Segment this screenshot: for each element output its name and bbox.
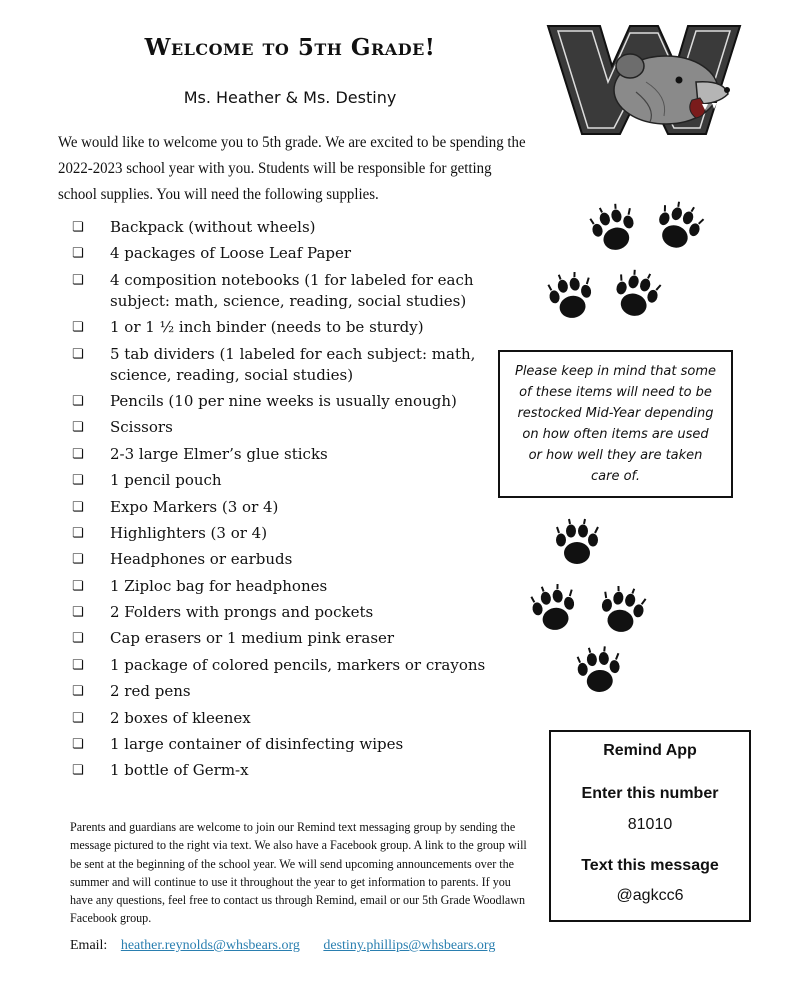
checkbox-icon: ❏	[72, 473, 84, 489]
checkbox-icon: ❏	[72, 499, 84, 515]
checkbox-icon: ❏	[72, 272, 84, 288]
supply-item	[72, 444, 512, 465]
supply-item-text: 1 package of colored pencils, markers or crayons	[110, 655, 486, 674]
supply-item	[72, 576, 512, 597]
checkbox-icon: ❏	[72, 605, 84, 621]
remind-app-box	[549, 730, 751, 922]
checkbox-icon: ❏	[72, 246, 84, 262]
school-logo	[546, 22, 742, 138]
paw-print-icon	[592, 582, 652, 642]
supply-item-text: Pencils (10 per nine weeks is usually enough)	[110, 391, 457, 410]
supply-item	[72, 217, 512, 238]
supply-item	[72, 734, 512, 755]
supply-item-text: Headphones or earbuds	[110, 550, 293, 569]
supply-list	[72, 217, 512, 787]
intro-paragraph: We would like to welcome you to 5th grade. We are excited to be spending the 2022-2023 school year with you. Students will be responsible for getting school supplies. You will need the following supplies.	[58, 134, 526, 203]
supply-item	[72, 760, 512, 781]
page-title: Welcome to 5th Grade!	[144, 34, 436, 61]
supply-item-text: 2 boxes of kleenex	[110, 708, 251, 727]
remind-message: @agkcc6	[616, 887, 684, 904]
checkbox-icon: ❏	[72, 737, 84, 753]
restock-note-text: Please keep in mind that some of these items will need to be restocked Mid-Year depending on how often items are used or how well they are taken care of.	[514, 364, 717, 484]
w-bear-logo-icon	[546, 22, 742, 138]
supply-item-text: 2 Folders with prongs and pockets	[110, 603, 374, 622]
checkbox-icon: ❏	[72, 631, 84, 647]
checkbox-icon: ❏	[72, 393, 84, 409]
paw-print-icon	[645, 195, 712, 262]
supply-item	[72, 602, 512, 623]
supply-item	[72, 497, 512, 518]
supply-item	[72, 270, 512, 312]
checkbox-icon: ❏	[72, 320, 84, 336]
supply-item	[72, 681, 512, 702]
supply-item	[72, 549, 512, 570]
parents-paragraph: Parents and guardians are welcome to join our Remind text messaging group by sending the message pictured to the right via text. We also have a Facebook group. A link to the group will be sent at the beginning of the school year. We will send upcoming announcements over the summer and will continue to use it throughout the year to get information to parents. If you have any questions, feel free to contact us through Remind, email or our 5th Grade Woodlawn Facebook group.	[70, 819, 527, 926]
checkbox-icon: ❏	[72, 525, 84, 541]
supply-item-text: 1 large container of disinfecting wipes	[110, 735, 404, 754]
supply-item-text: 1 Ziploc bag for headphones	[110, 576, 328, 595]
supply-item-text: 4 composition notebooks (1 for labeled for each subject: math, science, reading, social studies)	[110, 270, 474, 310]
checkbox-icon: ❏	[72, 710, 84, 726]
supply-item	[72, 628, 512, 649]
supply-item-text: 1 bottle of Germ-x	[110, 761, 249, 780]
supply-item-text: Expo Markers (3 or 4)	[110, 497, 279, 516]
supply-item-text: 2-3 large Elmer’s glue sticks	[110, 444, 328, 463]
supply-item	[72, 470, 512, 491]
checkbox-icon: ❏	[72, 446, 84, 462]
paw-print-icon	[551, 518, 603, 570]
email-row	[70, 938, 495, 954]
email-label: Email:	[70, 938, 108, 953]
supply-item-text: 1 or 1 ½ inch binder (needs to be sturdy)	[110, 318, 424, 337]
supply-item	[72, 317, 512, 338]
checkbox-icon: ❏	[72, 763, 84, 779]
remind-heading: Remind App	[603, 742, 697, 759]
supply-item-text: Highlighters (3 or 4)	[110, 523, 268, 542]
paw-print-icon	[582, 198, 646, 262]
paw-print-icon	[604, 264, 668, 328]
supply-item-text: 4 packages of Loose Leaf Paper	[110, 244, 352, 263]
supply-item	[72, 344, 512, 386]
paw-print-icon	[524, 580, 584, 640]
checkbox-icon: ❏	[72, 657, 84, 673]
teacher-names: Ms. Heather & Ms. Destiny	[183, 88, 397, 107]
restock-note	[498, 350, 733, 498]
email-link-heather[interactable]: heather.reynolds@whsbears.org	[120, 938, 300, 953]
checkbox-icon: ❏	[72, 346, 84, 362]
paw-print-icon	[541, 268, 601, 328]
supply-item-text: 2 red pens	[110, 682, 191, 701]
remind-number-label: Enter this number	[581, 785, 719, 802]
remind-number: 81010	[627, 816, 673, 833]
supply-item-text: 1 pencil pouch	[110, 471, 222, 490]
supply-item	[72, 243, 512, 264]
supply-item-text: Scissors	[110, 418, 173, 437]
checkbox-icon: ❏	[72, 552, 84, 568]
paw-print-icon	[571, 644, 627, 700]
checkbox-icon: ❏	[72, 420, 84, 436]
supply-item	[72, 655, 512, 676]
supply-item-text: 5 tab dividers (1 labeled for each subject: math, science, reading, social studies)	[110, 344, 476, 384]
remind-message-label: Text this message	[581, 857, 719, 874]
checkbox-icon: ❏	[72, 684, 84, 700]
checkbox-icon: ❏	[72, 578, 84, 594]
checkbox-icon: ❏	[72, 220, 84, 235]
supply-item-text: Backpack (without wheels)	[110, 218, 316, 236]
supply-item	[72, 523, 512, 544]
supply-item	[72, 391, 512, 412]
email-link-destiny[interactable]: destiny.phillips@whsbears.org	[323, 938, 496, 953]
supply-item-text: Cap erasers or 1 medium pink eraser	[110, 629, 395, 648]
supply-item	[72, 708, 512, 729]
supply-item	[72, 417, 512, 438]
